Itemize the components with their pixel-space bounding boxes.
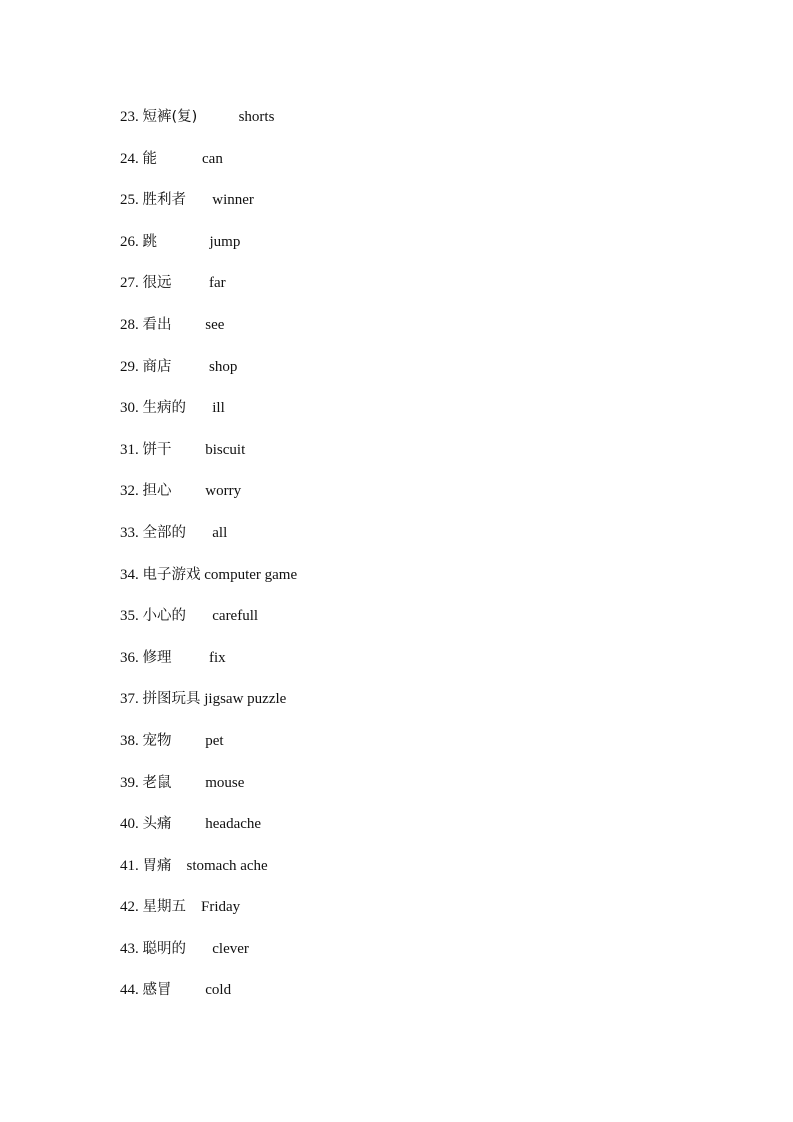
item-number: 37. [120,691,139,708]
item-english: fix [209,649,226,666]
item-chinese: 看出 [142,316,172,333]
item-number: 30. [120,400,139,417]
list-item [120,438,680,480]
item-english: clever [212,940,249,957]
item-number: 25. [120,192,139,209]
list-item [120,978,680,1020]
list-item [120,646,680,688]
item-chinese: 生病的 [142,400,186,417]
item-number: 24. [120,150,139,167]
list-item [120,230,680,272]
item-english: jigsaw puzzle [204,691,287,708]
item-english: can [202,150,223,167]
item-chinese: 聪明的 [142,940,186,957]
item-number: 38. [120,732,139,749]
item-number: 42. [120,899,139,916]
item-number: 26. [120,233,139,250]
list-item [120,687,680,729]
item-english: jump [209,233,241,250]
list-item [120,812,680,854]
item-number: 40. [120,816,139,833]
item-number: 34. [120,566,139,583]
list-item [120,396,680,438]
item-number: 36. [120,649,139,666]
item-chinese: 宠物 [142,732,172,749]
item-english: cold [205,982,232,999]
list-item [120,147,680,189]
item-english: biscuit [205,441,246,458]
item-chinese: 饼干 [142,441,172,458]
item-number: 32. [120,483,139,500]
item-chinese: 小心的 [142,608,186,625]
item-english: far [209,275,226,292]
list-item [120,479,680,521]
item-chinese: 短裤(复) [142,109,198,125]
vocabulary-list [120,105,680,1020]
item-chinese: 担心 [142,483,172,500]
item-english: pet [205,732,224,749]
item-english: worry [205,483,242,500]
list-item [120,563,680,605]
item-chinese: 胜利者 [142,192,186,209]
item-chinese: 修理 [142,649,172,666]
item-chinese: 全部的 [142,524,186,541]
item-chinese: 星期五 [142,899,186,916]
list-item [120,895,680,937]
item-number: 28. [120,316,139,333]
item-chinese: 能 [142,150,157,167]
item-number: 23. [120,109,139,125]
item-chinese: 头痛 [142,816,172,833]
item-chinese: 拼图玩具 [142,691,201,708]
item-chinese: 商店 [142,358,172,375]
item-chinese: 跳 [142,233,157,250]
list-item [120,521,680,563]
item-english: mouse [205,774,245,791]
item-english: ill [212,400,225,417]
item-english: shorts [238,109,275,125]
list-item [120,729,680,771]
item-number: 27. [120,275,139,292]
item-english: all [212,524,228,541]
item-number: 29. [120,358,139,375]
list-item [120,937,680,979]
item-number: 39. [120,774,139,791]
list-item [120,771,680,813]
list-item [120,271,680,313]
item-english: stomach ache [186,857,268,874]
list-item [120,604,680,646]
item-english: Friday [201,899,241,916]
list-item [120,188,680,230]
item-english: carefull [212,608,259,625]
item-chinese: 感冒 [142,982,172,999]
item-chinese: 胃痛 [142,857,172,874]
item-number: 43. [120,940,139,957]
item-number: 41. [120,857,139,874]
item-chinese: 老鼠 [142,774,172,791]
item-number: 33. [120,524,139,541]
list-item [120,355,680,397]
item-english: headache [205,816,262,833]
item-english: see [205,316,225,333]
list-item [120,105,680,147]
item-english: computer game [204,566,298,583]
item-chinese: 电子游戏 [142,566,201,583]
item-english: shop [209,358,238,375]
item-number: 44. [120,982,139,999]
item-chinese: 很远 [142,275,172,292]
item-number: 35. [120,608,139,625]
item-number: 31. [120,441,139,458]
item-english: winner [212,192,254,209]
list-item [120,313,680,355]
list-item [120,854,680,896]
